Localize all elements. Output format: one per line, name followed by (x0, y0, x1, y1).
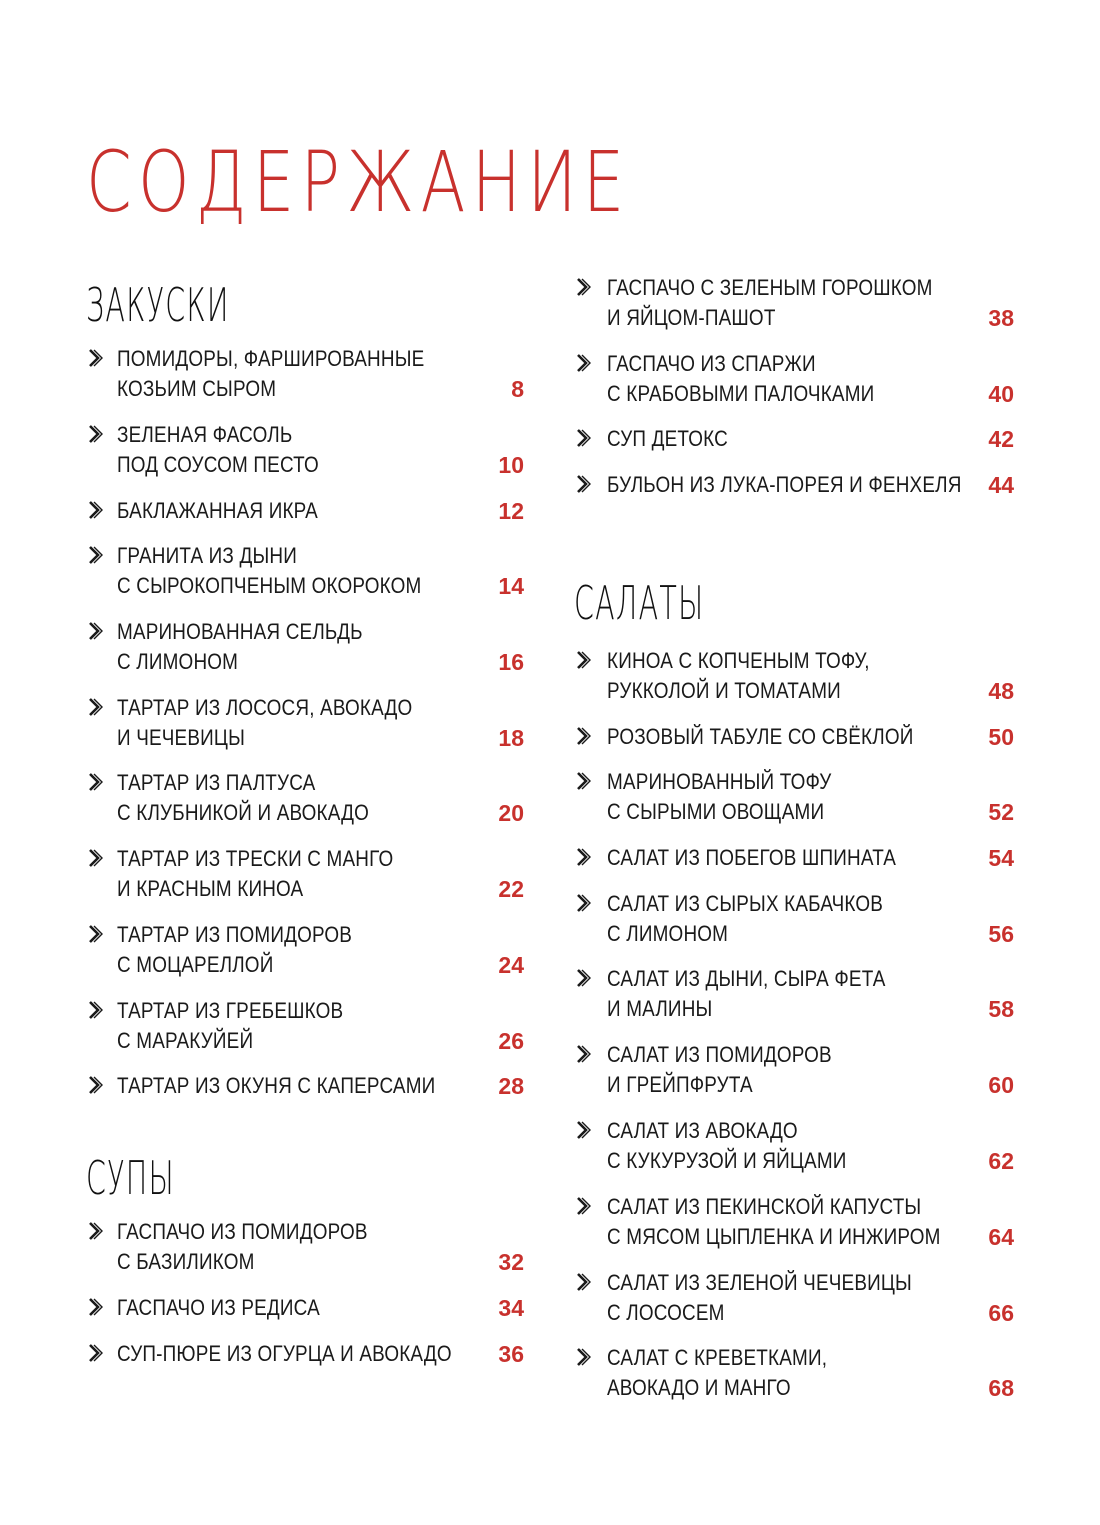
double-chevron-right-icon (576, 277, 592, 297)
toc-entry[interactable] (576, 1343, 1014, 1403)
toc-entry-title-line: С МЯСОМ ЦЫПЛЕНКА И ИНЖИРОМ (607, 1224, 941, 1249)
toc-entry-title (607, 964, 886, 1024)
toc-entry[interactable] (576, 1116, 1014, 1176)
double-chevron-right-icon (88, 1075, 104, 1095)
toc-entry-title (117, 420, 319, 480)
double-chevron-right-icon (88, 1221, 104, 1241)
toc-entry[interactable] (88, 844, 524, 904)
double-chevron-right-icon (576, 771, 592, 791)
toc-entry-title (607, 1040, 832, 1100)
toc-entry-title-line: С СЫРОКОПЧЕНЫМ ОКОРОКОМ (117, 573, 422, 598)
toc-entry-title-line: ТАРТАР ИЗ ОКУНЯ С КАПЕРСАМИ (117, 1073, 436, 1098)
toc-entry-title-line: СУП-ПЮРЕ ИЗ ОГУРЦА И АВОКАДО (117, 1341, 452, 1366)
toc-entry-title (607, 470, 962, 500)
double-chevron-right-icon (88, 1343, 104, 1363)
toc-entry-title-line: КИНОА С КОПЧЕНЫМ ТОФУ, (607, 648, 870, 673)
toc-entry-page-number: 32 (498, 1249, 524, 1275)
toc-entry[interactable] (88, 996, 524, 1056)
toc-entry-title (607, 1268, 912, 1328)
toc-entry-title-line: С ЛИМОНОМ (117, 649, 239, 674)
double-chevron-right-icon (576, 968, 592, 988)
toc-entry-title (117, 541, 421, 601)
toc-entry-title-line: ГАСПАЧО С ЗЕЛЕНЫМ ГОРОШКОМ (607, 275, 933, 300)
toc-entry-page-number: 68 (988, 1375, 1014, 1401)
toc-entry-page-number: 62 (988, 1148, 1014, 1174)
toc-entry-page-number: 42 (988, 426, 1014, 452)
toc-entry-title-line: САЛАТ ИЗ ПЕКИНСКОЙ КАПУСТЫ (607, 1194, 922, 1219)
toc-entry-title-line: ТАРТАР ИЗ ПАЛТУСА (117, 770, 316, 795)
toc-entry-title-line: ГАСПАЧО ИЗ РЕДИСА (117, 1295, 320, 1320)
double-chevron-right-icon (576, 353, 592, 373)
double-chevron-right-icon (576, 474, 592, 494)
toc-entry-title-line: ТАРТАР ИЗ ПОМИДОРОВ (117, 922, 353, 947)
toc-entry[interactable] (576, 1268, 1014, 1328)
toc-entry-page-number: 54 (988, 845, 1014, 871)
toc-entry-page-number: 60 (988, 1072, 1014, 1098)
toc-entry-title-line: ТАРТАР ИЗ ТРЕСКИ С МАНГО (117, 846, 394, 871)
toc-entry-title-line: ЗЕЛЕНАЯ ФАСОЛЬ (117, 422, 293, 447)
toc-entry-page-number: 8 (511, 376, 524, 402)
toc-entry-title (607, 273, 933, 333)
toc-entry-title-line: И ГРЕЙПФРУТА (607, 1072, 753, 1097)
toc-entry-title (607, 424, 728, 454)
toc-entry-title (117, 768, 369, 828)
toc-entry[interactable] (576, 273, 1014, 333)
toc-entry-title-line: ТАРТАР ИЗ ЛОСОСЯ, АВОКАДО (117, 695, 413, 720)
toc-entry-page-number: 18 (498, 725, 524, 751)
double-chevron-right-icon (88, 848, 104, 868)
toc-entry-title (117, 1293, 320, 1323)
double-chevron-right-icon (576, 893, 592, 913)
toc-entry-title (607, 1343, 827, 1403)
toc-entry-title-line: САЛАТ С КРЕВЕТКАМИ, (607, 1345, 828, 1370)
toc-entry-title (117, 344, 424, 404)
toc-entry-title-line: С КУКУРУЗОЙ И ЯЙЦАМИ (607, 1148, 847, 1173)
toc-entry-title-line: И ЧЕЧЕВИЦЫ (117, 725, 246, 750)
toc-entry-page-number: 14 (498, 573, 524, 599)
toc-entry[interactable] (88, 1217, 524, 1277)
toc-entry-page-number: 26 (498, 1028, 524, 1054)
toc-entry[interactable] (88, 617, 524, 677)
toc-entry-title-line: С ЛОСОСЕМ (607, 1300, 725, 1325)
toc-entry-title (607, 843, 896, 873)
toc-entry-title (117, 693, 412, 753)
toc-entry-title-line: БУЛЬОН ИЗ ЛУКА-ПОРЕЯ И ФЕНХЕЛЯ (607, 472, 962, 497)
toc-entry-title-line: ГАСПАЧО ИЗ ПОМИДОРОВ (117, 1219, 368, 1244)
toc-entry-page-number: 22 (498, 876, 524, 902)
toc-entry-title (117, 844, 393, 904)
toc-entry-title-line: И МАЛИНЫ (607, 996, 713, 1021)
double-chevron-right-icon (88, 1000, 104, 1020)
toc-entry-title (117, 496, 318, 526)
toc-entry[interactable] (576, 646, 1014, 706)
toc-entry-title-line: С МАРАКУЙЕЙ (117, 1028, 254, 1053)
toc-entry-title (117, 1217, 368, 1277)
toc-entry-page-number: 24 (498, 952, 524, 978)
toc-entry-title-line: САЛАТ ИЗ СЫРЫХ КАБАЧКОВ (607, 891, 884, 916)
toc-entry-page-number: 16 (498, 649, 524, 675)
toc-entry-title-line: СУП ДЕТОКС (607, 426, 728, 451)
toc-entry-page-number: 36 (498, 1341, 524, 1367)
toc-entry-title-line: С КРАБОВЫМИ ПАЛОЧКАМИ (607, 381, 875, 406)
toc-entry-title-line: ПОМИДОРЫ, ФАРШИРОВАННЫЕ (117, 346, 425, 371)
toc-entry-title-line: ГРАНИТА ИЗ ДЫНИ (117, 543, 297, 568)
section-title-supy: СУПЫ (86, 1151, 175, 1205)
toc-entry-title-line: САЛАТ ИЗ ПОБЕГОВ ШПИНАТА (607, 845, 897, 870)
toc-entry-title (607, 889, 883, 949)
toc-entry[interactable] (576, 1040, 1014, 1100)
toc-entry-title-line: ТАРТАР ИЗ ГРЕБЕШКОВ (117, 998, 344, 1023)
toc-entry-title-line: КОЗЬИМ СЫРОМ (117, 376, 277, 401)
toc-entry-title (117, 996, 343, 1056)
toc-entry-page-number: 48 (988, 678, 1014, 704)
double-chevron-right-icon (576, 726, 592, 746)
toc-entry-title-line: С МОЦАРЕЛЛОЙ (117, 952, 274, 977)
toc-entry[interactable] (576, 767, 1014, 827)
toc-entry-title-line: АВОКАДО И МАНГО (607, 1375, 791, 1400)
toc-entry-title (117, 1339, 452, 1369)
section-title-zakuski: ЗАКУСКИ (86, 278, 230, 332)
toc-entry-title-line: РУККОЛОЙ И ТОМАТАМИ (607, 678, 841, 703)
page-title: СОДЕРЖАНИЕ (86, 133, 631, 231)
double-chevron-right-icon (576, 1120, 592, 1140)
double-chevron-right-icon (88, 545, 104, 565)
toc-entry-title (607, 722, 913, 752)
toc-entry-title-line: САЛАТ ИЗ АВОКАДО (607, 1118, 798, 1143)
double-chevron-right-icon (88, 924, 104, 944)
toc-entry-title-line: МАРИНОВАННЫЙ ТОФУ (607, 769, 832, 794)
toc-entry-title-line: С ЛИМОНОМ (607, 921, 729, 946)
toc-entry-title-line: РОЗОВЫЙ ТАБУЛЕ СО СВЁКЛОЙ (607, 724, 914, 749)
toc-entry-title (117, 1071, 435, 1101)
toc-entry[interactable] (576, 349, 1014, 409)
toc-entry-page-number: 52 (988, 799, 1014, 825)
toc-entry-title-line: БАКЛАЖАННАЯ ИКРА (117, 498, 318, 523)
double-chevron-right-icon (88, 348, 104, 368)
toc-entry[interactable] (88, 344, 524, 404)
double-chevron-right-icon (88, 772, 104, 792)
double-chevron-right-icon (88, 424, 104, 444)
toc-entry[interactable] (88, 1339, 524, 1399)
toc-entry[interactable] (88, 541, 524, 601)
toc-entry[interactable] (88, 920, 524, 980)
double-chevron-right-icon (576, 1044, 592, 1064)
toc-entry-page-number: 10 (498, 452, 524, 478)
double-chevron-right-icon (576, 1347, 592, 1367)
toc-entry-title-line: С КЛУБНИКОЙ И АВОКАДО (117, 800, 370, 825)
double-chevron-right-icon (88, 621, 104, 641)
toc-entry-page-number: 44 (988, 472, 1014, 498)
toc-entry-page-number: 34 (498, 1295, 524, 1321)
toc-entry-title-line: И ЯЙЦОМ-ПАШОТ (607, 305, 776, 330)
toc-entry[interactable] (88, 768, 524, 828)
toc-entry[interactable] (576, 1192, 1014, 1252)
double-chevron-right-icon (88, 1297, 104, 1317)
toc-entry-page-number: 12 (498, 498, 524, 524)
toc-entry-title (607, 1116, 847, 1176)
toc-entry[interactable] (88, 1071, 524, 1131)
toc-entry-title (607, 1192, 941, 1252)
double-chevron-right-icon (88, 500, 104, 520)
toc-entry[interactable] (576, 889, 1014, 949)
toc-entry-title-line: ПОД СОУСОМ ПЕСТО (117, 452, 319, 477)
toc-entry-title-line: С БАЗИЛИКОМ (117, 1249, 255, 1274)
toc-entry-title (607, 646, 870, 706)
toc-entry-title-line: И КРАСНЫМ КИНОА (117, 876, 304, 901)
double-chevron-right-icon (576, 650, 592, 670)
toc-entry-title (607, 767, 831, 827)
double-chevron-right-icon (88, 697, 104, 717)
toc-entry-title (607, 349, 874, 409)
toc-entry-title-line: САЛАТ ИЗ ПОМИДОРОВ (607, 1042, 832, 1067)
toc-entry-page-number: 40 (988, 381, 1014, 407)
section-title-salaty: САЛАТЫ (574, 576, 705, 630)
toc-entry-title (117, 617, 363, 677)
toc-entry-page-number: 38 (988, 305, 1014, 331)
toc-entry[interactable] (576, 964, 1014, 1024)
double-chevron-right-icon (576, 1272, 592, 1292)
toc-entry-page-number: 58 (988, 996, 1014, 1022)
double-chevron-right-icon (576, 428, 592, 448)
toc-entry-title-line: САЛАТ ИЗ ДЫНИ, СЫРА ФЕТА (607, 966, 886, 991)
toc-entry-page-number: 66 (988, 1300, 1014, 1326)
toc-entry-title-line: ГАСПАЧО ИЗ СПАРЖИ (607, 351, 816, 376)
toc-entry-page-number: 28 (498, 1073, 524, 1099)
toc-entry-page-number: 56 (988, 921, 1014, 947)
toc-entry[interactable] (576, 470, 1014, 530)
double-chevron-right-icon (576, 1196, 592, 1216)
toc-entry-page-number: 64 (988, 1224, 1014, 1250)
toc-entry-title-line: МАРИНОВАННАЯ СЕЛЬДЬ (117, 619, 363, 644)
toc-entry-title (117, 920, 352, 980)
toc-entry-page-number: 20 (498, 800, 524, 826)
toc-entry[interactable] (88, 420, 524, 480)
toc-entry-title-line: С СЫРЫМИ ОВОЩАМИ (607, 799, 825, 824)
toc-entry[interactable] (88, 693, 524, 753)
toc-entry-page-number: 50 (988, 724, 1014, 750)
double-chevron-right-icon (576, 847, 592, 867)
toc-entry-title-line: САЛАТ ИЗ ЗЕЛЕНОЙ ЧЕЧЕВИЦЫ (607, 1270, 912, 1295)
